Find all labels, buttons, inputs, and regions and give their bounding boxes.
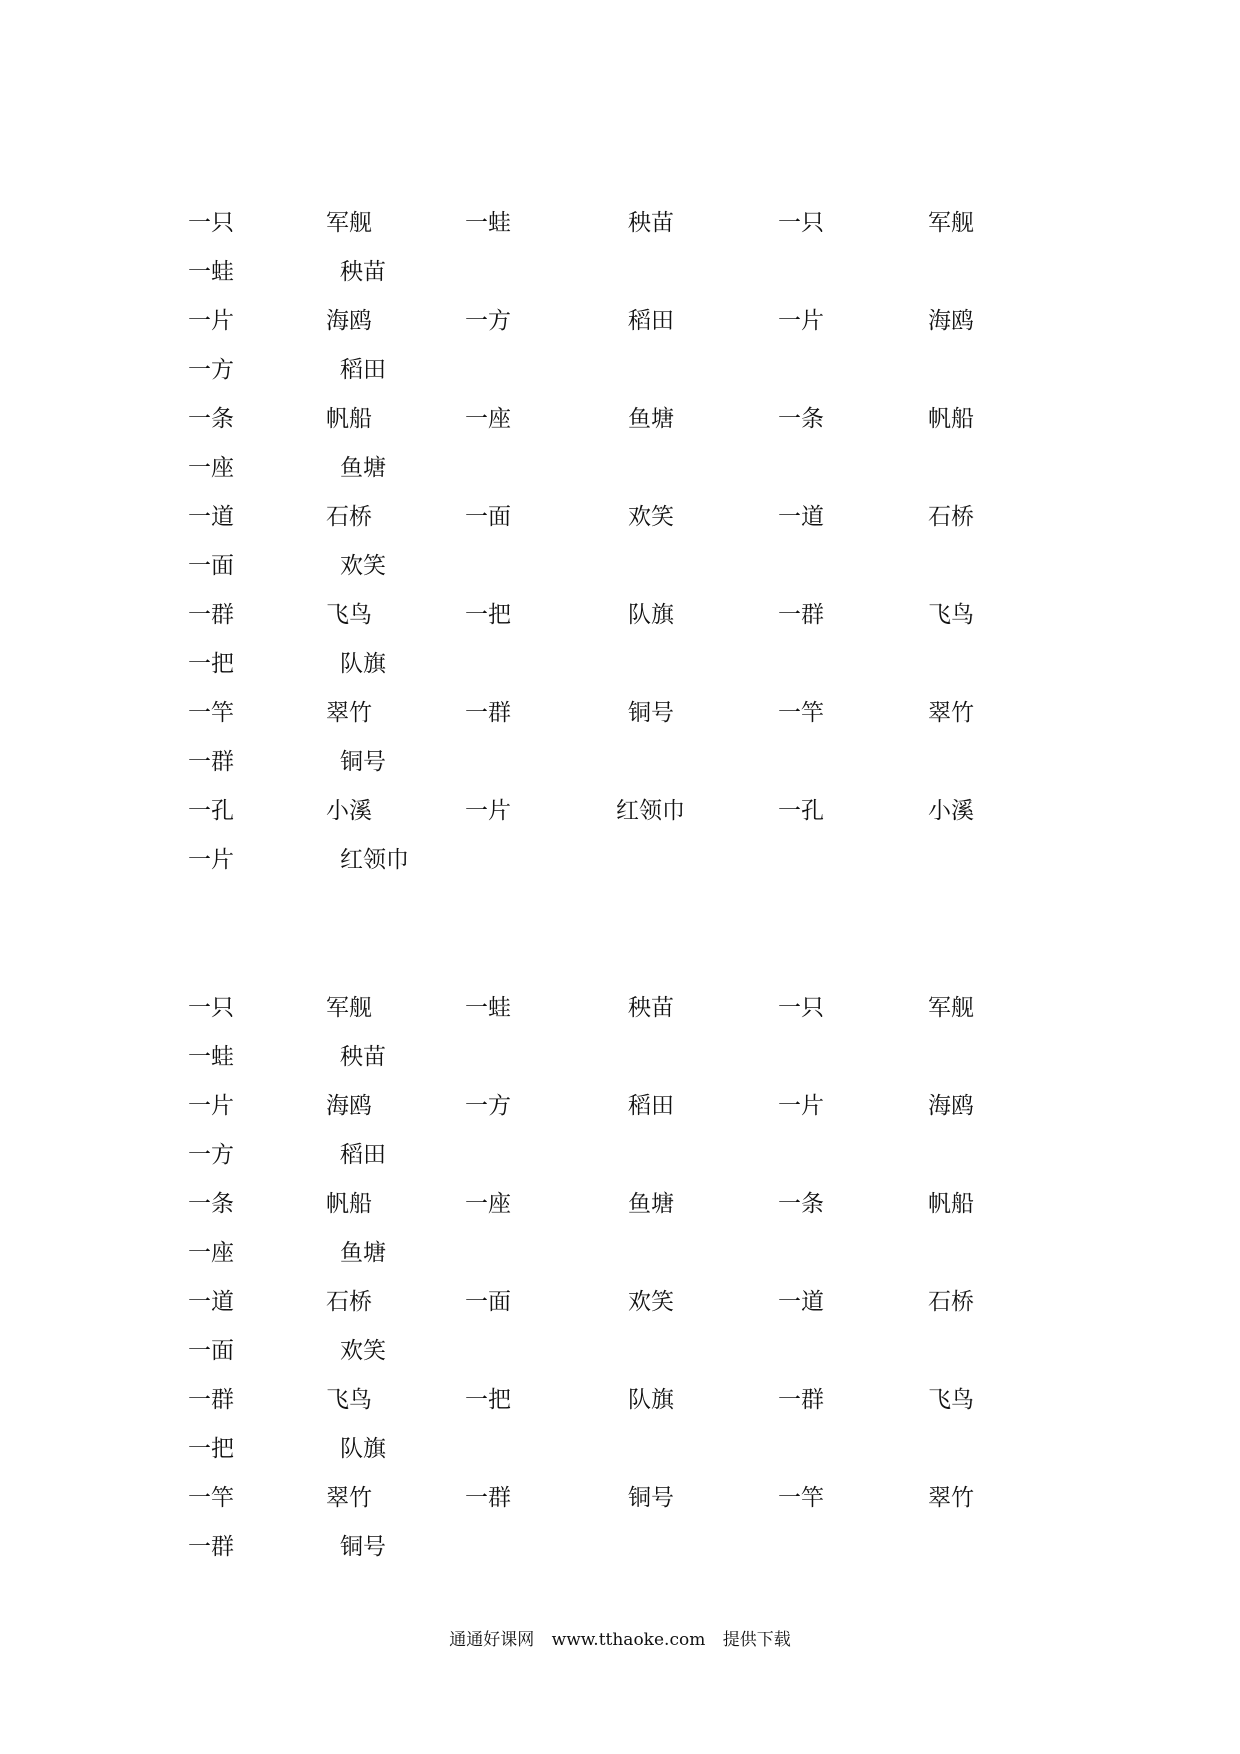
word-row [0,794,1240,828]
word-cell: 一蛙 [188,1044,234,1070]
word-cell: 秧苗 [340,1044,386,1070]
word-cell: 一片 [778,308,824,334]
word-row [0,1334,1240,1368]
word-cell: 石桥 [326,1289,372,1315]
word-cell: 石桥 [928,1289,974,1315]
word-cell: 鱼塘 [340,455,386,481]
page-footer [0,1628,1240,1652]
word-cell: 一群 [465,700,511,726]
word-cell: 队旗 [340,651,386,677]
word-cell: 一孔 [188,798,234,824]
word-cell: 一面 [188,1338,234,1364]
word-cell: 欢笑 [628,1289,674,1315]
word-cell: 一群 [778,602,824,628]
word-cell: 鱼塘 [628,406,674,432]
word-cell: 一面 [465,504,511,530]
word-cell: 一蛙 [188,259,234,285]
word-cell: 一片 [188,1093,234,1119]
word-cell: 小溪 [326,798,372,824]
word-row [0,353,1240,387]
word-cell: 一方 [465,308,511,334]
word-cell: 帆船 [326,1191,372,1217]
word-cell: 一条 [188,406,234,432]
word-cell: 一把 [465,602,511,628]
word-cell: 鱼塘 [340,1240,386,1266]
word-cell: 一群 [188,749,234,775]
word-cell: 一方 [188,1142,234,1168]
word-cell: 海鸥 [928,1093,974,1119]
word-cell: 一面 [465,1289,511,1315]
word-cell: 队旗 [628,1387,674,1413]
word-row [0,745,1240,779]
word-row [0,1138,1240,1172]
word-cell: 军舰 [326,210,372,236]
word-cell: 一道 [778,504,824,530]
word-cell: 海鸥 [326,308,372,334]
word-cell: 一把 [465,1387,511,1413]
word-cell: 一方 [188,357,234,383]
word-cell: 一座 [465,406,511,432]
word-cell: 稻田 [628,308,674,334]
word-cell: 铜号 [340,1534,386,1560]
word-row [0,255,1240,289]
word-cell: 一群 [188,1534,234,1560]
word-cell: 欢笑 [340,1338,386,1364]
word-cell: 一群 [188,602,234,628]
word-cell: 一座 [188,455,234,481]
word-cell: 一面 [188,553,234,579]
word-cell: 一条 [188,1191,234,1217]
word-cell: 秧苗 [340,259,386,285]
word-cell: 一片 [778,1093,824,1119]
word-cell: 一座 [465,1191,511,1217]
word-cell: 一片 [465,798,511,824]
word-cell: 军舰 [326,995,372,1021]
word-row [0,1040,1240,1074]
word-cell: 铜号 [628,1485,674,1511]
word-cell: 石桥 [928,504,974,530]
word-cell: 一片 [188,847,234,873]
word-row [0,304,1240,338]
word-cell: 鱼塘 [628,1191,674,1217]
word-cell: 欢笑 [628,504,674,530]
word-cell: 一群 [778,1387,824,1413]
word-row [0,1530,1240,1564]
word-cell: 铜号 [628,700,674,726]
word-cell: 军舰 [928,995,974,1021]
word-cell: 红领巾 [616,798,685,824]
word-cell: 一蛙 [465,995,511,1021]
word-cell: 飞鸟 [928,602,974,628]
word-cell: 一座 [188,1240,234,1266]
word-row [0,1383,1240,1417]
word-cell: 一群 [188,1387,234,1413]
word-cell: 一孔 [778,798,824,824]
footer-site-name: 通通好课网 [449,1630,535,1650]
word-cell: 海鸥 [928,308,974,334]
word-row [0,1187,1240,1221]
word-cell: 帆船 [326,406,372,432]
word-cell: 帆船 [928,1191,974,1217]
word-cell: 军舰 [928,210,974,236]
footer-suffix: 提供下载 [722,1630,791,1650]
word-cell: 秧苗 [628,995,674,1021]
word-cell: 队旗 [340,1436,386,1462]
word-row [0,598,1240,632]
word-row [0,206,1240,240]
word-cell: 飞鸟 [326,1387,372,1413]
word-cell: 一只 [188,995,234,1021]
word-cell: 一竿 [188,700,234,726]
word-cell: 一条 [778,1191,824,1217]
word-cell: 一把 [188,651,234,677]
word-row [0,1236,1240,1270]
word-cell: 翠竹 [326,1485,372,1511]
word-row [0,1481,1240,1515]
word-row [0,647,1240,681]
word-cell: 翠竹 [928,700,974,726]
word-cell: 红领巾 [340,847,409,873]
word-row [0,451,1240,485]
word-cell: 一竿 [778,1485,824,1511]
word-cell: 一片 [188,308,234,334]
word-cell: 稻田 [340,357,386,383]
word-cell: 铜号 [340,749,386,775]
word-row [0,500,1240,534]
word-row [0,991,1240,1025]
word-cell: 翠竹 [326,700,372,726]
word-row [0,1432,1240,1466]
word-cell: 欢笑 [340,553,386,579]
word-cell: 一竿 [188,1485,234,1511]
word-row [0,402,1240,436]
word-cell: 稻田 [340,1142,386,1168]
word-row [0,843,1240,877]
word-cell: 一道 [188,504,234,530]
word-cell: 一蛙 [465,210,511,236]
word-cell: 小溪 [928,798,974,824]
word-cell: 一把 [188,1436,234,1462]
word-cell: 一竿 [778,700,824,726]
word-cell: 帆船 [928,406,974,432]
word-cell: 一条 [778,406,824,432]
word-cell: 一群 [465,1485,511,1511]
footer-url-link[interactable]: www.tthaoke.com [551,1630,706,1650]
word-row [0,696,1240,730]
word-cell: 一方 [465,1093,511,1119]
word-cell: 翠竹 [928,1485,974,1511]
word-cell: 队旗 [628,602,674,628]
word-row [0,1285,1240,1319]
word-cell: 一只 [778,210,824,236]
word-cell: 一只 [778,995,824,1021]
word-row [0,1089,1240,1123]
word-cell: 一道 [778,1289,824,1315]
word-cell: 飞鸟 [326,602,372,628]
word-cell: 秧苗 [628,210,674,236]
word-row [0,549,1240,583]
word-cell: 一道 [188,1289,234,1315]
word-cell: 飞鸟 [928,1387,974,1413]
word-cell: 稻田 [628,1093,674,1119]
word-cell: 一只 [188,210,234,236]
word-cell: 海鸥 [326,1093,372,1119]
word-cell: 石桥 [326,504,372,530]
